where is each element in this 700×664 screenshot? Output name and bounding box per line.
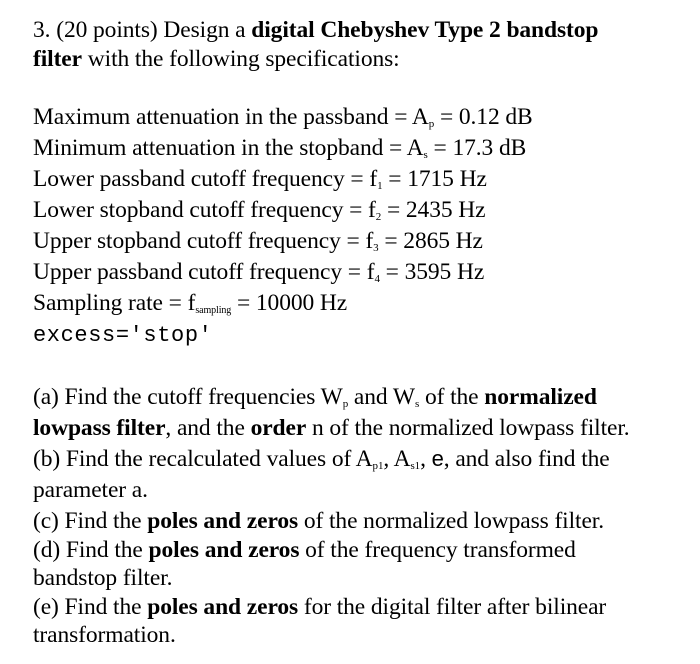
- problem-header-line1: [33, 17, 598, 44]
- part-a-mid: , and the: [165, 415, 245, 441]
- part-a-bold-normalized: normalized: [484, 384, 597, 410]
- part-e-line2: transformation.: [33, 622, 176, 648]
- spec-subscript: sampling: [195, 305, 232, 316]
- spec-label: Lower stopband cutoff frequency = f: [33, 197, 376, 223]
- spec-value: = 2435 Hz: [386, 197, 486, 223]
- part-e-bold: poles and zeros: [147, 594, 299, 620]
- part-b-line2: parameter a.: [33, 477, 148, 503]
- part-a-line2: [33, 415, 630, 442]
- problem-points: (20 points): [56, 17, 158, 43]
- problem-title-bold: digital Chebyshev Type 2 bandstop: [251, 17, 599, 43]
- spec-subscript: s: [423, 149, 428, 161]
- spec-subscript: 3: [373, 242, 379, 254]
- part-a-and: and W: [353, 384, 415, 410]
- spec-value: = 3595 Hz: [385, 259, 485, 285]
- part-d-text: (d) Find the: [33, 537, 143, 563]
- spec-value: = 17.3 dB: [433, 135, 527, 161]
- part-b-sub-s1: s1: [410, 460, 421, 472]
- spec-max-attenuation: [33, 104, 533, 131]
- part-d-line1: [33, 537, 576, 564]
- spec-upper-stopband: [33, 228, 483, 255]
- problem-filter-bold: filter: [33, 46, 82, 72]
- spec-lower-passband: [33, 166, 487, 193]
- part-b-text: (b) Find the recalculated values of A: [33, 446, 373, 472]
- spec-value: = 0.12 dB: [439, 104, 533, 130]
- spec-label: Lower passband cutoff frequency = f: [33, 166, 378, 192]
- spec-value: = 10000 Hz: [236, 290, 348, 316]
- part-e-line1: [33, 594, 606, 621]
- spec-subscript: p: [428, 118, 435, 130]
- problem-title-pre: Design a: [163, 17, 246, 43]
- spec-label: Sampling rate = f: [33, 290, 196, 316]
- spec-label: Minimum attenuation in the stopband = A: [33, 135, 424, 161]
- part-b-sub-p1: p1: [372, 460, 384, 472]
- part-a-of: of the: [424, 384, 479, 410]
- part-c-end: of the normalized lowpass filter.: [303, 508, 605, 534]
- part-c-bold: poles and zeros: [147, 508, 299, 534]
- problem-header-rest: with the following specifications:: [87, 46, 400, 72]
- spec-subscript: 4: [374, 273, 380, 285]
- code-line: excess='stop': [33, 323, 213, 348]
- part-b-comma: , A: [383, 446, 411, 472]
- spec-upper-passband: [33, 259, 484, 286]
- part-b-comma: ,: [420, 446, 426, 472]
- part-e-text: (e) Find the: [33, 594, 142, 620]
- part-d-line2: bandstop filter.: [33, 565, 173, 591]
- part-a-sub-s: s: [414, 398, 420, 410]
- spec-label: Upper passband cutoff frequency = f: [33, 259, 375, 285]
- part-a-line1: [33, 384, 597, 411]
- part-a-end: n of the normalized lowpass filter.: [311, 415, 630, 441]
- part-b-line1: [33, 446, 610, 473]
- part-c-line: [33, 508, 604, 535]
- part-d-bold: poles and zeros: [148, 537, 300, 563]
- part-a-bold-lowpass: lowpass filter: [33, 415, 166, 441]
- problem-number: 3.: [33, 17, 51, 43]
- part-c-text: (c) Find the: [33, 508, 142, 534]
- part-b-end: , and also find the: [443, 446, 610, 472]
- spec-min-attenuation: [33, 135, 526, 162]
- spec-subscript: 2: [375, 211, 382, 223]
- part-a-text: (a) Find the cutoff frequencies W: [33, 384, 343, 410]
- spec-label: Upper stopband cutoff frequency = f: [33, 228, 374, 254]
- spec-lower-stopband: [33, 197, 485, 224]
- spec-value: = 1715 Hz: [388, 166, 487, 192]
- part-b-epsilon: e: [431, 446, 444, 471]
- part-a-bold-order: order: [250, 415, 307, 441]
- spec-label: Maximum attenuation in the passband = A: [33, 104, 429, 130]
- spec-sampling-rate: [33, 290, 347, 317]
- part-e-end: for the digital filter after bilinear: [303, 594, 607, 620]
- part-d-end: of the frequency transformed: [305, 537, 576, 563]
- spec-subscript: 1: [377, 180, 383, 192]
- part-a-sub-p: p: [342, 398, 349, 410]
- problem-header-line2: [33, 46, 400, 73]
- spec-value: = 2865 Hz: [384, 228, 483, 254]
